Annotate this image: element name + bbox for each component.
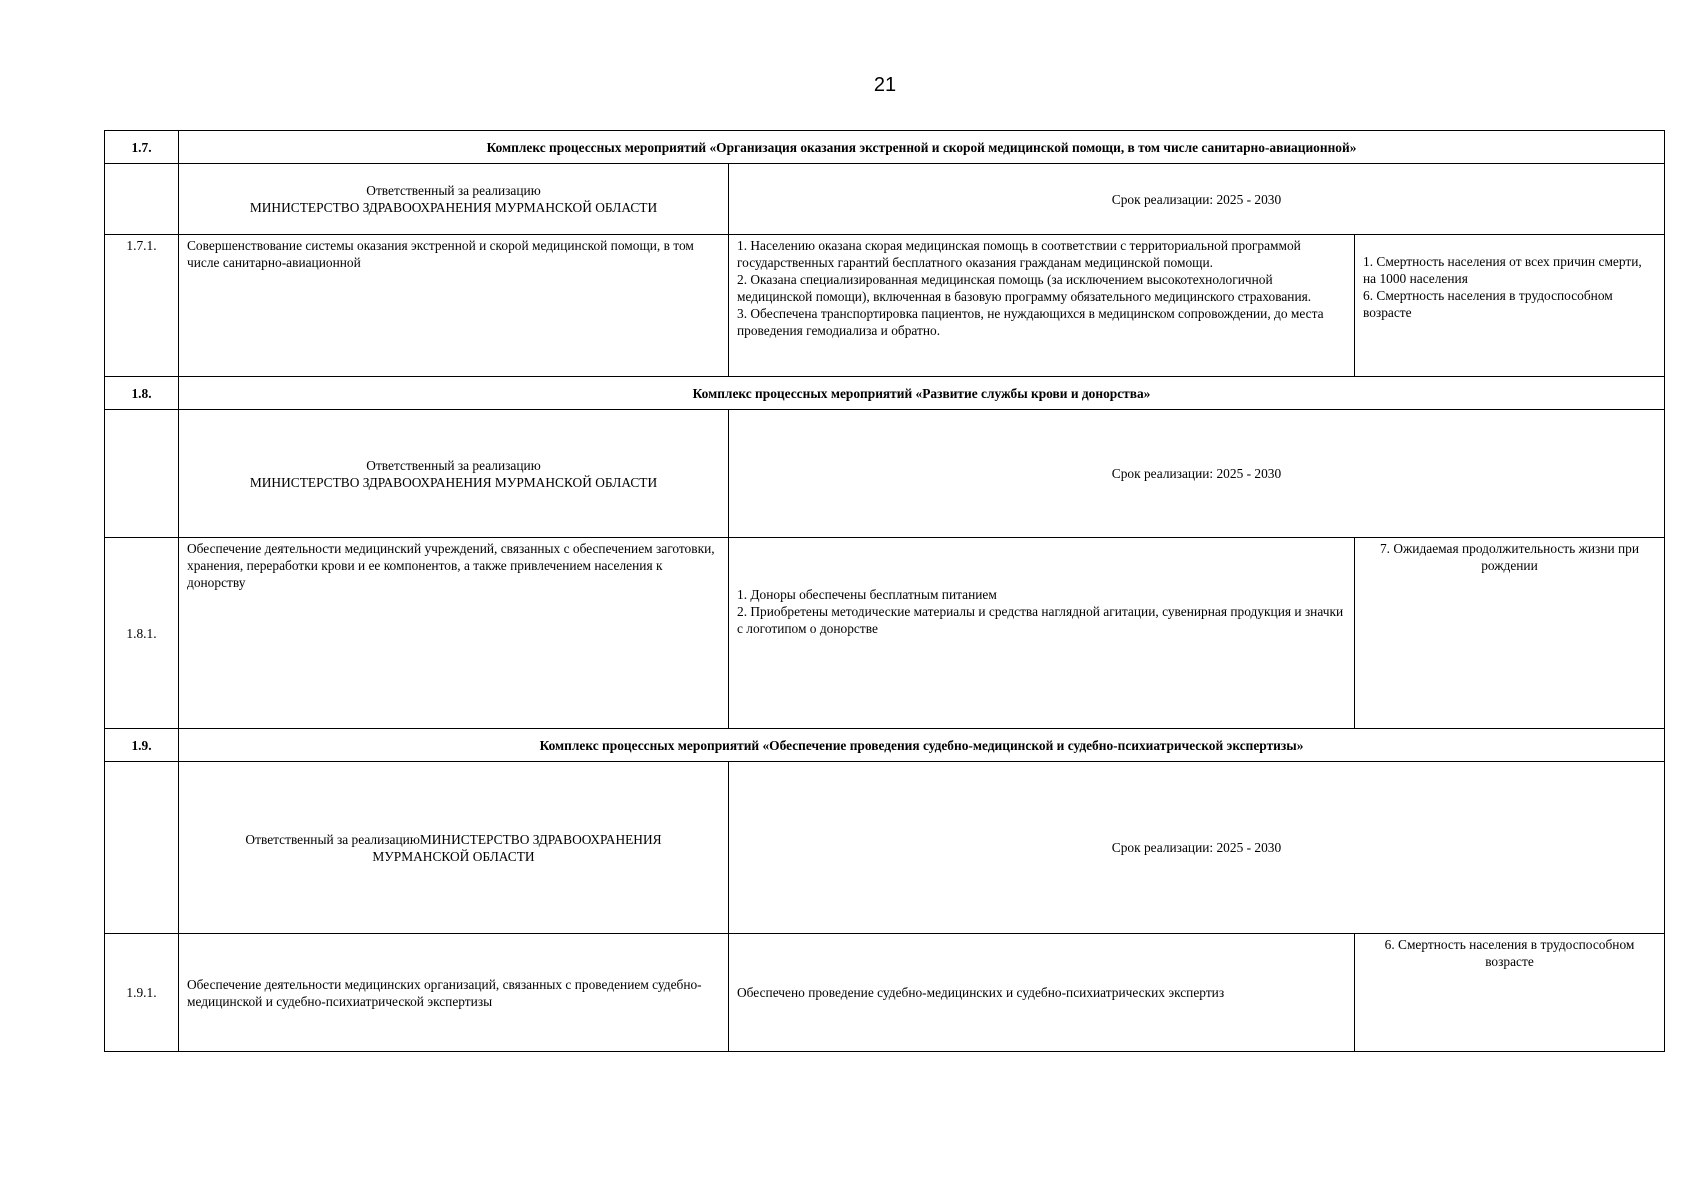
responsible-cell	[179, 410, 729, 538]
task-number: 1.9.1.	[105, 934, 179, 1052]
term-cell: Срок реализации: 2025 - 2030	[729, 410, 1665, 538]
task-indicators	[1355, 934, 1665, 1052]
task-indicators	[1355, 235, 1665, 377]
result-item: 3. Обеспечена транспортировка пациентов, не нуждающихся в медицинском сопровождении, до места проведения гемодиализа и обратно.	[737, 306, 1324, 338]
responsible-org: МИНИСТЕРСТВО ЗДРАВООХРАНЕНИЯ МУРМАНСКОЙ ОБЛАСТИ	[249, 200, 658, 215]
result-item: 2. Оказана специализированная медицинская помощь (за исключением высокотехнологичной медицинской помощи), включенная в базовую программу обязательного медицинского страхования.	[737, 272, 1312, 304]
responsible-label: Ответственный за реализацию	[366, 183, 541, 198]
responsible-org: МИНИСТЕРСТВО ЗДРАВООХРАНЕНИЯ МУРМАНСКОЙ ОБЛАСТИ	[249, 474, 658, 490]
section-title: Комплекс процессных мероприятий «Обеспечение проведения судебно-медицинской и судебно-психиатрической экспертизы»	[179, 729, 1665, 762]
result-item: 2. Приобретены методические материалы и средства наглядной агитации, сувенирная продукция и значки с логотипом о донорстве	[737, 604, 1344, 636]
indicator-item: 6. Смертность населения в трудоспособном возрасте	[1363, 288, 1613, 320]
result-item: 1. Населению оказана скорая медицинская помощь в соответствии с территориальной программой государственных гарантий бесплатного оказания гражданам медицинской помощи.	[737, 238, 1301, 270]
responsible-row	[105, 410, 1665, 538]
section-title: Комплекс процессных мероприятий «Организация оказания экстренной и скорой медицинской помощи, в том числе санитарно-авиационной»	[179, 131, 1665, 164]
responsible-cell	[179, 164, 729, 235]
task-description: Совершенствование системы оказания экстренной и скорой медицинской помощи, в том числе санитарно-авиационной	[179, 235, 729, 377]
task-number: 1.8.1.	[105, 538, 179, 729]
section-header-row	[105, 377, 1665, 410]
result-item: Обеспечено проведение судебно-медицинских и судебно-психиатрических экспертиз	[737, 985, 1225, 1000]
task-number: 1.7.1.	[105, 235, 179, 377]
task-row	[105, 934, 1665, 1052]
empty-cell	[105, 410, 179, 538]
term-cell: Срок реализации: 2025 - 2030	[729, 164, 1665, 235]
section-header-row	[105, 131, 1665, 164]
process-activities-table	[104, 130, 1665, 1052]
page-number: 21	[873, 74, 897, 96]
task-description: Обеспечение деятельности медицинский учреждений, связанных с обеспечением заготовки, хранения, переработки крови и ее компонентов, а также привлечением населения к донорству	[179, 538, 729, 729]
empty-cell	[105, 762, 179, 934]
empty-cell	[105, 164, 179, 235]
responsible-row	[105, 762, 1665, 934]
section-header-row	[105, 729, 1665, 762]
section-number: 1.7.	[105, 131, 179, 164]
task-results	[729, 934, 1355, 1052]
indicator-item: 7. Ожидаемая продолжительность жизни при рождении	[1379, 541, 1640, 573]
section-number: 1.8.	[105, 377, 179, 410]
task-row	[105, 235, 1665, 377]
task-results	[729, 235, 1355, 377]
responsible-cell: Ответственный за реализациюМИНИСТЕРСТВО ЗДРАВООХРАНЕНИЯ МУРМАНСКОЙ ОБЛАСТИ	[179, 762, 729, 934]
task-description: Обеспечение деятельности медицинских организаций, связанных с проведением судебно-медицинской и судебно-психиатрической экспертизы	[179, 934, 729, 1052]
responsible-label: Ответственный за реализацию	[366, 457, 541, 473]
section-number: 1.9.	[105, 729, 179, 762]
task-row	[105, 538, 1665, 729]
section-title: Комплекс процессных мероприятий «Развитие службы крови и донорства»	[179, 377, 1665, 410]
responsible-row	[105, 164, 1665, 235]
indicator-item: 6. Смертность населения в трудоспособном возрасте	[1384, 937, 1635, 969]
term-cell: Срок реализации: 2025 - 2030	[729, 762, 1665, 934]
task-indicators	[1355, 538, 1665, 729]
result-item: 1. Доноры обеспечены бесплатным питанием	[737, 587, 997, 602]
task-results	[729, 538, 1355, 729]
indicator-item: 1. Смертность населения от всех причин смерти, на 1000 населения	[1363, 254, 1642, 286]
